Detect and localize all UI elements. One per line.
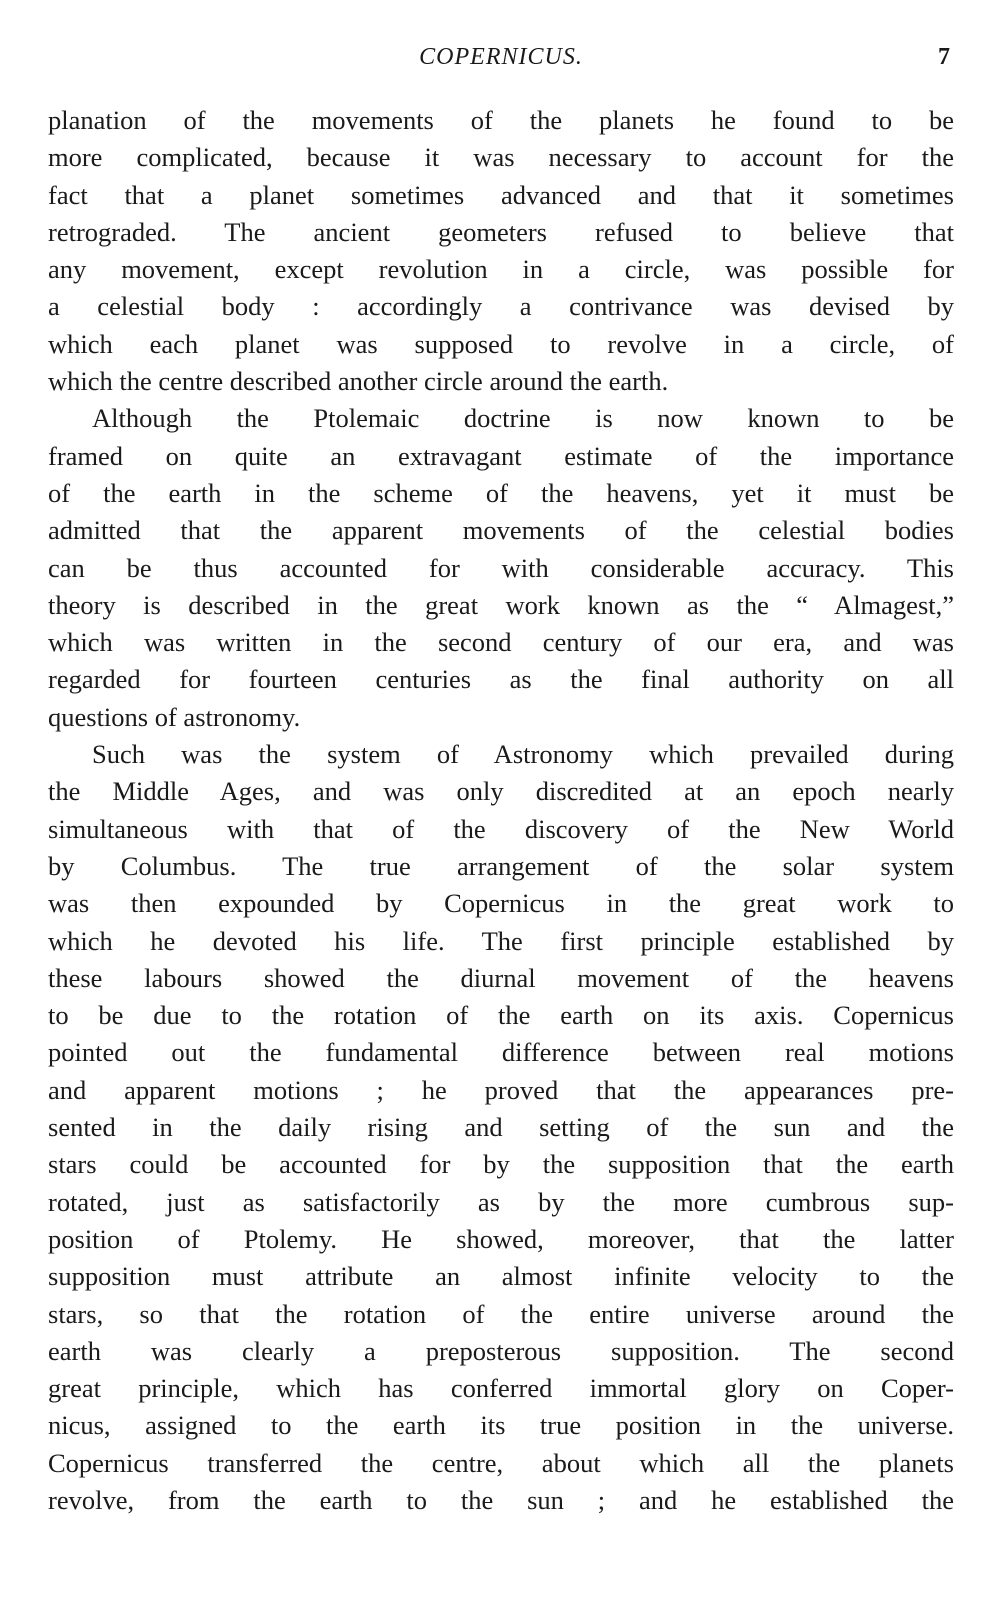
text-line: and apparent motions ; he proved that the appearances pre- bbox=[48, 1074, 954, 1105]
text-line: retrograded. The ancient geometers refused to believe that bbox=[48, 216, 954, 247]
text-line: stars, so that the rotation of the entire universe around the bbox=[48, 1298, 954, 1329]
text-line: any movement, except revolution in a circle, was possible for bbox=[48, 254, 954, 285]
book-page bbox=[48, 44, 954, 1519]
text-line: to be due to the rotation of the earth on its axis. Copernicus bbox=[48, 1000, 954, 1031]
text-line: was then expounded by Copernicus in the great work to bbox=[48, 888, 954, 919]
text-line: great principle, which has conferred immortal glory on Coper- bbox=[48, 1373, 954, 1404]
text-line: theory is described in the great work known as the “ Almagest,” bbox=[48, 589, 954, 620]
text-line: questions of astronomy. bbox=[48, 701, 301, 732]
running-head: COPERNICUS. bbox=[419, 44, 583, 70]
text-line: regarded for fourteen centuries as the final authority on all bbox=[48, 664, 954, 695]
text-line: which was written in the second century of our era, and was bbox=[48, 627, 954, 658]
text-line: a celestial body : accordingly a contrivance was devised by bbox=[48, 291, 954, 322]
text-line: supposition must attribute an almost infinite velocity to the bbox=[48, 1261, 954, 1292]
text-line: sented in the daily rising and setting of the sun and the bbox=[48, 1112, 954, 1143]
text-line: which each planet was supposed to revolve in a circle, of bbox=[48, 328, 954, 359]
text-line: rotated, just as satisfactorily as by the more cumbrous sup- bbox=[48, 1186, 954, 1217]
text-line: can be thus accounted for with considerable accuracy. This bbox=[48, 552, 954, 583]
text-line: of the earth in the scheme of the heavens, yet it must be bbox=[48, 477, 954, 508]
paragraph bbox=[48, 736, 954, 1519]
text-line: Copernicus transferred the centre, about which all the planets bbox=[48, 1447, 954, 1478]
text-line: earth was clearly a preposterous supposition. The second bbox=[48, 1335, 954, 1366]
text-line: pointed out the fundamental difference between real motions bbox=[48, 1037, 954, 1068]
text-line: the Middle Ages, and was only discredited at an epoch nearly bbox=[48, 776, 954, 807]
text-line: Such was the system of Astronomy which prevailed during bbox=[92, 739, 954, 770]
text-line: by Columbus. The true arrangement of the solar system bbox=[48, 850, 954, 881]
text-line: planation of the movements of the planets he found to be bbox=[48, 105, 954, 135]
text-line: fact that a planet sometimes advanced and that it sometimes bbox=[48, 179, 954, 210]
text-line: framed on quite an extravagant estimate of the importance bbox=[48, 440, 954, 471]
page-header bbox=[48, 44, 954, 84]
text-line: which the centre described another circle around the earth. bbox=[48, 366, 669, 397]
paragraph bbox=[48, 400, 954, 736]
text-line: nicus, assigned to the earth its true position in the universe. bbox=[48, 1410, 954, 1441]
page-number: 7 bbox=[938, 44, 950, 70]
text-line: stars could be accounted for by the supposition that the earth bbox=[48, 1149, 954, 1180]
text-line: admitted that the apparent movements of the celestial bodies bbox=[48, 515, 954, 546]
text-line: simultaneous with that of the discovery of the New World bbox=[48, 813, 954, 844]
text-line: revolve, from the earth to the sun ; and he established the bbox=[48, 1484, 954, 1515]
text-line: position of Ptolemy. He showed, moreover, that the latter bbox=[48, 1223, 954, 1254]
text-line: more complicated, because it was necessary to account for the bbox=[48, 142, 954, 173]
text-line: Although the Ptolemaic doctrine is now known to be bbox=[92, 403, 954, 434]
text-line: these labours showed the diurnal movement of the heavens bbox=[48, 962, 954, 993]
body-text bbox=[48, 102, 954, 1519]
paragraph bbox=[48, 102, 954, 400]
text-line: which he devoted his life. The first principle established by bbox=[48, 925, 954, 956]
